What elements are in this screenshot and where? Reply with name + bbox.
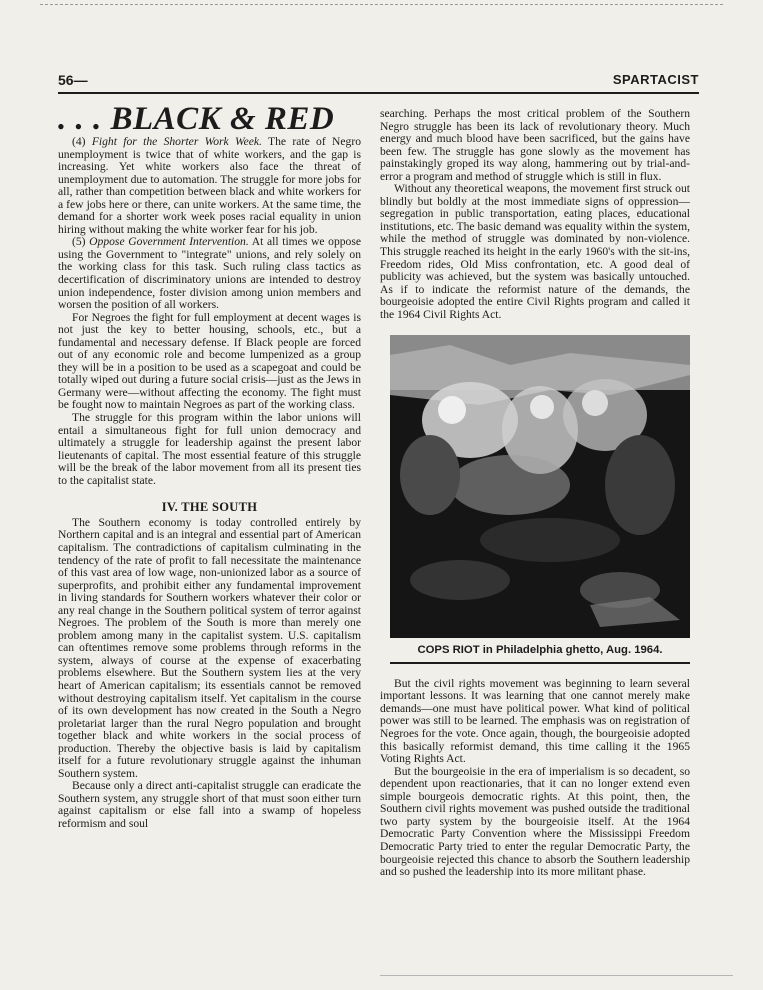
magazine-name: SPARTACIST [612,72,699,87]
paragraph: For Negroes the fight for full employment at decent wages is not just the key to better housing, schools, etc., but a fundamental and necessary defense. If Black people are forced out of any economic role and become lumpenized as a group they will be in a position to be used as a scapegoat and could be totally wiped out during a future social crisis—just as the Jews in Germany were—without affecting the economy. The fight must be fought now to maintain Negroes as part of the working class. [58,310,361,412]
right-column [380,108,690,879]
paragraph: Without any theoretical weapons, the movement first struck out blindly but boldly at the most immediate signs of oppression—segregation in public transportation, eating places, educational institutions, etc. The basic demand was equality within the system, while the method of struggle was dominated by non-violence. This struggle reached its height in the early 1960's with the sit-ins, Freedom rides, Old Miss confrontation, etc. A good deal of publicity was achieved, but the system was basically untouched. As if to indicate the reformist nature of the demands, the bourgeoisie adopted the entire Civil Rights program and called it the 1964 Civil Rights Act. [380,182,690,321]
paragraph: The Southern economy is today controlled entirely by Northern capital and is an integral and essential part of American capitalism. The contradictions of capitalism culminating in the tendency of the rate of profit to fall necessitate the maintenance of this vast area of low wage, non-unionized labor as a source of superprofits, and prohibit either any fundamental improvement in living standards for Southern workers whatever their color or any real change in the Southern political system of terror against Negroes. The problem of the South is more than merely one problem among many in the capitalist system. U.S. capitalism can oftentimes remove some problems through reforms in the system, always of course at the expense of exacerbating problems elsewhere. But the Southern system lies at the very heart of American capitalism; its essentials cannot be removed without destroying capitalism itself. Yet capitalism in the course of its own development has now created in the South a Negro proletariat larger than the rural Negro population and brought together black and white workers in the social process of production. Thereby the objective basis is laid by capitalism itself for a future revolutionary struggle against the inhuman Southern system. [58,515,361,780]
paragraph: (4) Fight for the Shorter Work Week. The rate of Negro unemployment is twice that of white workers, and the gap is increasing. Yet white workers also face the threat of unemployment due to automation. The struggle for more jobs for all, rather than competition between black and white workers for a few jobs here or there, can unite workers. At the same time, the demand for a shorter work week poses racial equality in union hiring without making the white worker fear for his job. [58,135,361,236]
section-heading: IV. THE SOUTH [161,500,258,515]
paragraph: (5) Oppose Government Intervention. At all times we oppose using the Government to "integrate" unions, and rely solely on the working class for this task. Such ruling class tactics as decertification of discriminatory unions are intended to destroy union independence, foster division among union members and worsen the position of all workers. [58,235,361,312]
page-number: 56— [58,72,88,88]
paragraph: Because only a direct anti-capitalist struggle can eradicate the Southern system, any struggle short of that must soon either turn against capitalism or else fall into a swamp of hopeless reformism and soul [58,779,361,830]
top-border [40,4,723,5]
bottom-border [380,975,733,976]
paragraph: searching. Perhaps the most critical problem of the Southern Negro struggle has been its lack of revolutionary theory. Much energy and much blood have been sacrificed, but the gains have been few. The struggle has gone slowly as the movement has painstakingly groped its way along, hammering out by trial-and-error a program and method of struggle which is still in flux. [380,107,690,183]
paragraph: The struggle for this program within the labor unions will entail a simultaneous fight for full union democracy and ultimately a struggle for leadership against the present labor lieutenants of capital. The most essential feature of this struggle will be the break of the labor movement from all its present ties to the capitalist state. [58,411,361,487]
photo-caption: COPS RIOT in Philadelphia ghetto, Aug. 1964. [390,638,690,664]
header-rule [58,92,699,94]
paragraph: But the civil rights movement was beginning to learn several important lessons. It was learning that one cannot merely make demands—one must have political power. What kind of political power was still to be learned. The emphasis was on registration of Negroes for the vote. Once again, though, the bourgeoisie adopted this basically reformist demand, this time calling it the 1965 Voting Rights Act. [380,676,690,766]
left-column [58,101,361,831]
photo-figure [390,335,690,664]
riot-photo [390,335,690,638]
paragraph: But the bourgeoisie in the era of imperialism is so decadent, so dependent upon reactionaries, that it can no longer extend even simple bourgeois democratic rights. At this point, then, the Southern civil rights movement was pushed outside the traditional two party system by the bourgeoisie itself. At the 1964 Democratic Party Convention where the Mississippi Freedom Democratic Party tried to enter the regular Democratic Party, the bourgeoisie rejected this chance to absorb the Southern leadership and so pushed the leadership into its more militant phase. [380,764,690,879]
page-header [58,72,699,92]
article-title: . . . BLACK & RED [58,101,335,137]
